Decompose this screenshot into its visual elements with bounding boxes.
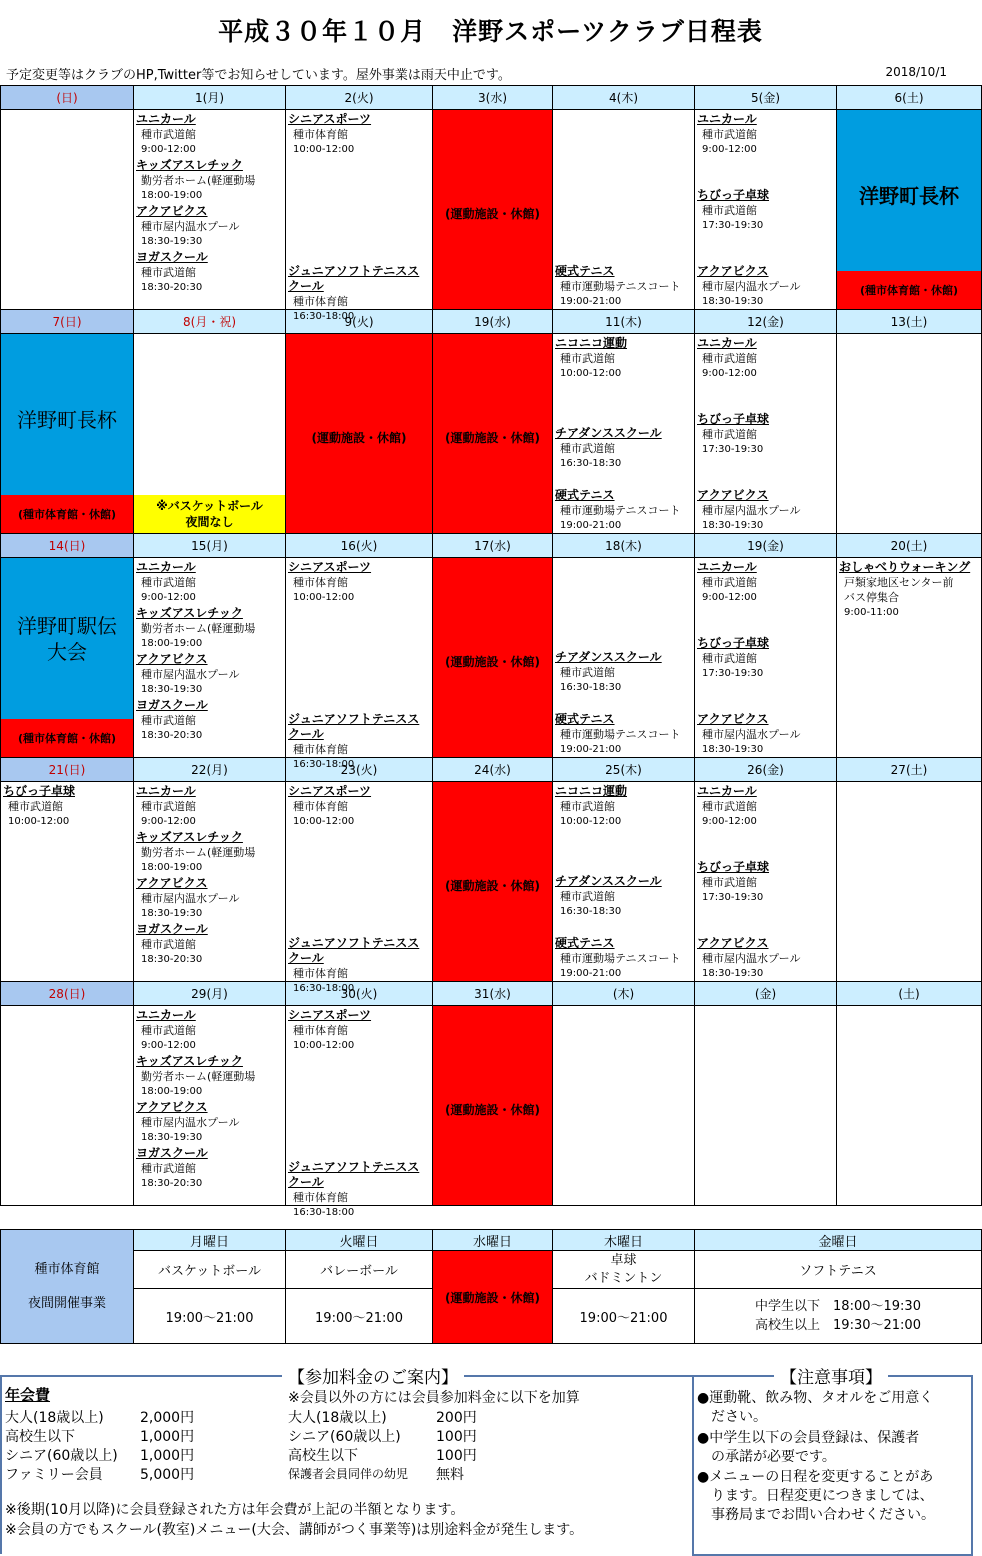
fee-title: 【参加料金のご案内】: [282, 1363, 464, 1388]
event-chibikko: ちびっ子卓球 種市武道館 17:30-19:30: [697, 188, 770, 231]
day-header: 5(金): [695, 86, 837, 110]
special-event-name: 洋野町駅伝大会: [17, 614, 117, 664]
event-kids: キッズアスレチック 勤労者ホーム(軽運動場 18:00-19:00: [136, 1054, 256, 1097]
annual-fee-label: 年会費: [5, 1386, 51, 1404]
closed-cell: [433, 558, 553, 758]
event-cheer: チアダンススクール 種市武道館 16:30-18:30: [555, 650, 662, 693]
page-title: 平成３０年１０月 洋野スポーツクラブ日程表: [218, 17, 763, 46]
night-venue: 種市体育館: [34, 1261, 100, 1277]
event-yoga: ヨガスクール 種市武道館 18:30-20:30: [136, 698, 208, 741]
day-cell: [553, 558, 695, 758]
event-jrtennis: ジュニアソフトテニススクール 種市体育館 16:30-18:00: [288, 264, 420, 322]
closed-label: (運動施設・休館): [311, 431, 407, 445]
fee-note-2: ※会員の方でもスクール(教室)メニュー(大会、講師がつく事業等)は別途料金が発生します。: [5, 1522, 584, 1538]
event-senior: シニアスポーツ 種市体育館 10:00-12:00: [288, 112, 372, 155]
attention-line: ださい。: [697, 1409, 767, 1425]
event-cheer: チアダンススクール 種市武道館 16:30-18:30: [555, 426, 662, 469]
event-hardtennis: 硬式テニス 種市運動場テニスコート 19:00-21:00: [555, 936, 681, 979]
notice-text: 予定変更等はクラブのHP,Twitter等でお知らせしています。屋外事業は雨天中止です。: [6, 68, 511, 83]
day-cell: [837, 782, 982, 982]
day-header: 13(土): [837, 310, 982, 334]
day-header: 24(水): [433, 758, 553, 782]
event-senior: シニアスポーツ 種市体育館 10:00-12:00: [288, 784, 372, 827]
day-header: 8(月・祝): [134, 310, 286, 334]
night-program-table: [0, 1229, 982, 1344]
fee-row-value: 1,000円: [140, 1448, 195, 1464]
event-yoga: ヨガスクール 種市武道館 18:30-20:30: [136, 922, 208, 965]
day-header: 3(水): [433, 86, 553, 110]
attention-section: [692, 1368, 973, 1556]
night-header-wed: 水曜日: [433, 1230, 553, 1251]
extra-fee-value: 100円: [436, 1448, 477, 1464]
event-unicurl: ユニカール 種市武道館 9:00-12:00: [697, 784, 757, 827]
day-cell: [695, 334, 837, 534]
fee-note-1: ※後期(10月以降)に会員登録された方は年会費が上記の半額となります。: [5, 1502, 465, 1518]
day-header: 15(月): [134, 534, 286, 558]
event-chibikko: ちびっ子卓球 種市武道館 10:00-12:00: [3, 784, 76, 827]
day-cell: [553, 110, 695, 310]
day-cell: [553, 782, 695, 982]
closed-label: (運動施設・休館): [445, 655, 540, 669]
event-jrtennis: ジュニアソフトテニススクール 種市体育館 16:30-18:00: [288, 712, 420, 770]
event-kids: キッズアスレチック 勤労者ホーム(軽運動場 18:00-19:00: [136, 830, 256, 873]
night-sport-tue: バレーボール: [286, 1251, 433, 1289]
day-header: 30(火): [286, 982, 433, 1006]
extra-fee-label: 大人(18歳以上): [288, 1410, 387, 1426]
day-cell: [837, 1006, 982, 1206]
extra-fee-label: シニア(60歳以上): [288, 1429, 401, 1445]
attention-line: 事務局までお問い合わせください。: [697, 1507, 935, 1523]
day-header: 7(日): [1, 310, 134, 334]
event-aqua: アクアビクス 種市屋内温水プール 18:30-19:30: [697, 712, 801, 755]
nonmember-note: ※会員以外の方には会員参加料金に以下を加算: [288, 1390, 580, 1406]
event-yoga: ヨガスクール 種市武道館 18:30-20:30: [136, 250, 208, 293]
event-unicurl: ユニカール 種市武道館 9:00-12:00: [136, 112, 196, 155]
day-cell: [1, 782, 134, 982]
night-label: 夜間開催事業: [27, 1295, 106, 1311]
extra-fee-value: 200円: [436, 1410, 477, 1426]
night-time-tue: 19:00～21:00: [286, 1289, 433, 1344]
event-senior: シニアスポーツ 種市体育館 10:00-12:00: [288, 560, 372, 603]
event-jrtennis: ジュニアソフトテニススクール 種市体育館 16:30-18:00: [288, 936, 420, 994]
day-cell: [553, 334, 695, 534]
attention-title: 【注意事項】: [774, 1363, 888, 1388]
extra-fee-value: 無料: [436, 1467, 464, 1483]
day-header: 28(日): [1, 982, 134, 1006]
special-event-name: 洋野町長杯: [17, 408, 117, 432]
event-aqua: アクアビクス 種市屋内温水プール 18:30-19:30: [697, 936, 801, 979]
event-unicurl: ユニカール 種市武道館 9:00-12:00: [136, 560, 196, 603]
attention-line: ●メニューの日程を変更することがあ: [697, 1469, 934, 1485]
event-unicurl: ユニカール 種市武道館 9:00-12:00: [136, 1008, 196, 1051]
fee-row-value: 1,000円: [140, 1429, 195, 1445]
day-cell: [134, 1006, 286, 1206]
day-cell: [1, 1006, 134, 1206]
event-jrtennis: ジュニアソフトテニススクール 種市体育館 16:30-18:00: [288, 1160, 420, 1218]
day-header: (金): [695, 982, 837, 1006]
day-cell: [1, 110, 134, 310]
night-venue-cell: [1, 1230, 134, 1344]
fee-row-label: 高校生以下: [5, 1429, 75, 1445]
basket-note: ※バスケットボール 夜間なし: [134, 495, 285, 533]
day-cell: [134, 110, 286, 310]
night-time-fri: 中学生以下 18:00～19:30 高校生以上 19:30～21:00: [695, 1289, 982, 1344]
day-header: 21(日): [1, 758, 134, 782]
event-walking: おしゃべりウォーキング 戸類家地区センター前 バス停集合 9:00-11:00: [839, 560, 971, 618]
day-header: 29(月): [134, 982, 286, 1006]
venue-closed-label: (種市体育館・休館): [1, 495, 133, 533]
attention-line: ります。日程変更につきましては、: [697, 1488, 934, 1504]
event-cheer: チアダンススクール 種市武道館 16:30-18:30: [555, 874, 662, 917]
closed-cell: [433, 334, 553, 534]
event-aqua: アクアビクス 種市屋内温水プール 18:30-19:30: [136, 876, 240, 919]
event-nikoniko: ニコニコ運動 種市武道館 10:00-12:00: [555, 784, 628, 827]
extra-fee-label: 高校生以下: [288, 1448, 358, 1464]
attention-line: の承諾が必要です。: [697, 1449, 836, 1465]
day-header: 19(金): [695, 534, 837, 558]
day-cell: [695, 558, 837, 758]
event-yoga: ヨガスクール 種市武道館 18:30-20:30: [136, 1146, 208, 1189]
issue-date: 2018/10/1: [885, 65, 947, 79]
day-cell: [695, 782, 837, 982]
event-aqua: アクアビクス 種市屋内温水プール 18:30-19:30: [136, 204, 240, 247]
day-cell: [837, 558, 982, 758]
closed-cell: [433, 1006, 553, 1206]
day-header: 9(火): [286, 310, 433, 334]
day-header: 17(水): [433, 534, 553, 558]
event-chibikko: ちびっ子卓球 種市武道館 17:30-19:30: [697, 636, 770, 679]
event-aqua: アクアビクス 種市屋内温水プール 18:30-19:30: [136, 1100, 240, 1143]
day-header: 18(木): [553, 534, 695, 558]
day-cell: [695, 110, 837, 310]
day-header: 23(火): [286, 758, 433, 782]
day-header: 25(木): [553, 758, 695, 782]
night-header-tue: 火曜日: [286, 1230, 433, 1251]
fee-row-label: ファミリー会員: [5, 1467, 103, 1483]
day-header: (土): [837, 982, 982, 1006]
day-header: 20(土): [837, 534, 982, 558]
night-sport-mon: バスケットボール: [134, 1251, 286, 1289]
fee-row-value: 2,000円: [140, 1410, 195, 1426]
day-header: 4(木): [553, 86, 695, 110]
day-header: 16(火): [286, 534, 433, 558]
fee-row-label: シニア(60歳以上): [5, 1448, 118, 1464]
venue-closed-label: (種市体育館・休館): [837, 271, 981, 309]
day-cell: [553, 1006, 695, 1206]
event-unicurl: ユニカール 種市武道館 9:00-12:00: [697, 336, 757, 379]
day-header: 6(土): [837, 86, 982, 110]
venue-closed-label: (種市体育館・休館): [1, 719, 133, 757]
event-senior: シニアスポーツ 種市体育館 10:00-12:00: [288, 1008, 372, 1051]
night-sport-thu: 卓球 バドミントン: [553, 1251, 695, 1289]
day-header: 11(木): [553, 310, 695, 334]
night-time-thu: 19:00～21:00: [553, 1289, 695, 1344]
day-cell: [134, 782, 286, 982]
day-header: 27(土): [837, 758, 982, 782]
special-event-cell: [837, 110, 982, 310]
day-header: (木): [553, 982, 695, 1006]
fee-row-value: 5,000円: [140, 1467, 195, 1483]
event-kids: キッズアスレチック 勤労者ホーム(軽運動場 18:00-19:00: [136, 158, 256, 201]
event-unicurl: ユニカール 種市武道館 9:00-12:00: [136, 784, 196, 827]
closed-label: (運動施設・休館): [445, 431, 540, 445]
event-nikoniko: ニコニコ運動 種市武道館 10:00-12:00: [555, 336, 628, 379]
event-unicurl: ユニカール 種市武道館 9:00-12:00: [697, 560, 757, 603]
day-cell: [286, 1006, 433, 1218]
day-header: 12(金): [695, 310, 837, 334]
event-kids: キッズアスレチック 勤労者ホーム(軽運動場 18:00-19:00: [136, 606, 256, 649]
closed-cell: [286, 334, 433, 534]
day-header: 22(月): [134, 758, 286, 782]
special-event-cell: [1, 334, 134, 534]
closed-label: (運動施設・休館): [445, 879, 540, 893]
night-header-fri: 金曜日: [695, 1230, 982, 1251]
extra-fee-label: 保護者会員同伴の幼児: [288, 1467, 409, 1481]
day-header: (日): [1, 86, 134, 110]
event-aqua: アクアビクス 種市屋内温水プール 18:30-19:30: [136, 652, 240, 695]
day-header: 1(月): [134, 86, 286, 110]
event-hardtennis: 硬式テニス 種市運動場テニスコート 19:00-21:00: [555, 712, 681, 755]
attention-line: ●中学生以下の会員登録は、保護者: [697, 1430, 920, 1446]
closed-label: (運動施設・休館): [445, 1103, 540, 1117]
fee-row-label: 大人(18歳以上): [5, 1410, 104, 1426]
day-header: 2(火): [286, 86, 433, 110]
event-hardtennis: 硬式テニス 種市運動場テニスコート 19:00-21:00: [555, 488, 681, 531]
closed-cell: [433, 782, 553, 982]
day-cell: [837, 334, 982, 534]
night-header-thu: 木曜日: [553, 1230, 695, 1251]
day-cell: [134, 558, 286, 758]
night-closed-wed: (運動施設・休館): [433, 1251, 553, 1344]
event-chibikko: ちびっ子卓球 種市武道館 17:30-19:30: [697, 860, 770, 903]
calendar-table: [0, 85, 982, 1218]
special-event-cell: [1, 558, 134, 758]
event-unicurl: ユニカール 種市武道館 9:00-12:00: [697, 112, 757, 155]
day-cell: [134, 334, 286, 534]
event-chibikko: ちびっ子卓球 種市武道館 17:30-19:30: [697, 412, 770, 455]
extra-fee-value: 100円: [436, 1429, 477, 1445]
night-sport-fri: ソフトテニス: [695, 1251, 982, 1289]
event-aqua: アクアビクス 種市屋内温水プール 18:30-19:30: [697, 264, 801, 307]
event-hardtennis: 硬式テニス 種市運動場テニスコート 19:00-21:00: [555, 264, 681, 307]
day-header: 31(水): [433, 982, 553, 1006]
day-header: 19(水): [433, 310, 553, 334]
day-header: 26(金): [695, 758, 837, 782]
night-time-mon: 19:00～21:00: [134, 1289, 286, 1344]
fee-section: [0, 1368, 692, 1554]
closed-cell: [433, 110, 553, 310]
attention-line: ●運動靴、飲み物、タオルをご用意く: [697, 1390, 934, 1406]
special-event-name: 洋野町長杯: [859, 184, 959, 208]
event-aqua: アクアビクス 種市屋内温水プール 18:30-19:30: [697, 488, 801, 531]
night-header-mon: 月曜日: [134, 1230, 286, 1251]
closed-label: (運動施設・休館): [445, 207, 540, 221]
day-header: 14(日): [1, 534, 134, 558]
day-cell: [695, 1006, 837, 1206]
